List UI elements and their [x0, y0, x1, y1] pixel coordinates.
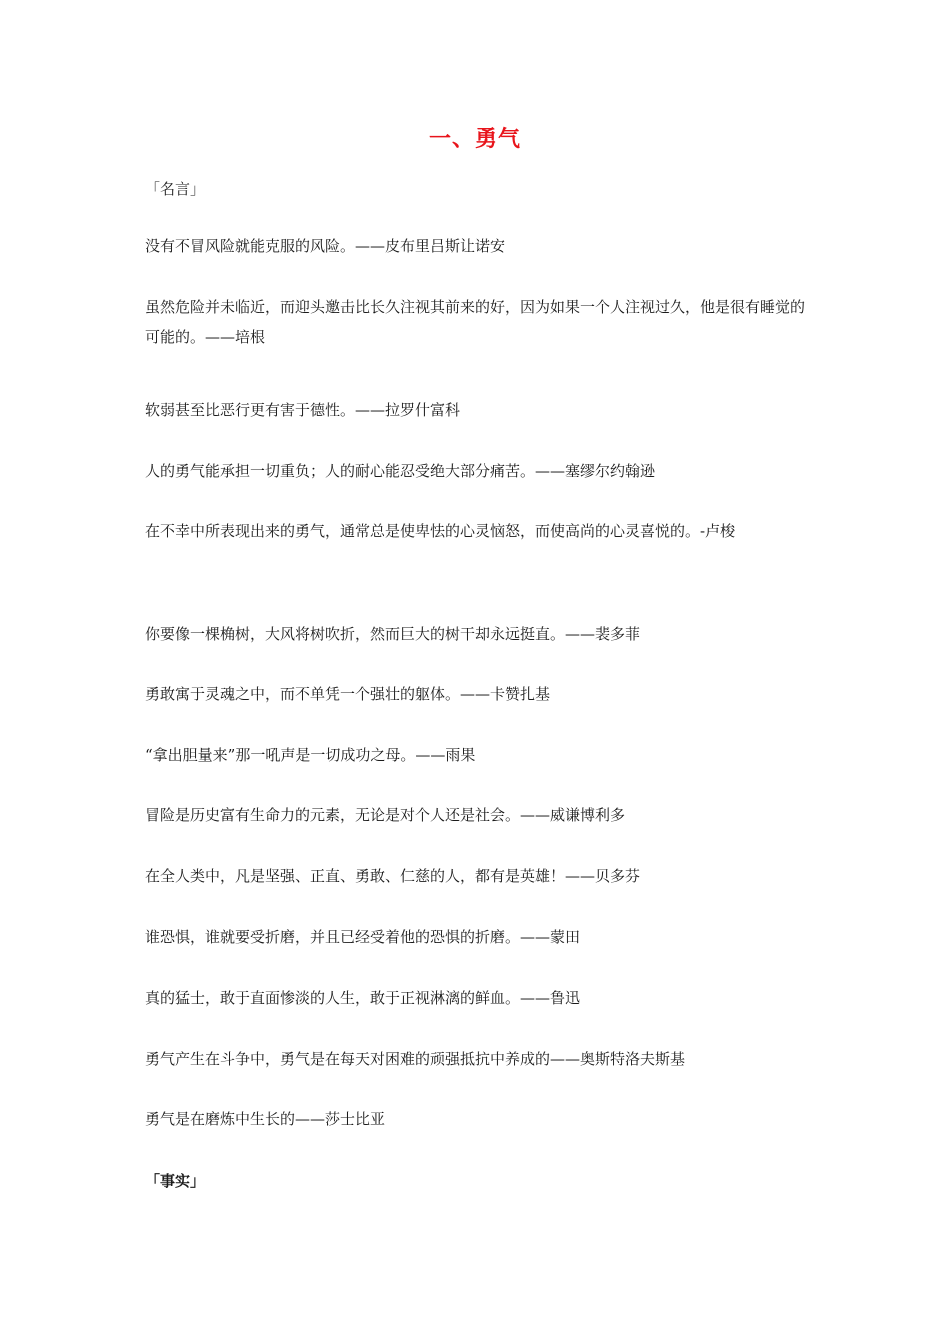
quote-item: 在全人类中，凡是坚强、正直、勇敢、仁慈的人，都有是英雄！——贝多芬	[145, 867, 641, 885]
quote-item: 真的猛士，敢于直面惨淡的人生，敢于正视淋漓的鲜血。——鲁迅	[145, 989, 581, 1007]
quote-item: 你要像一棵桷树，大风将树吹折，然而巨大的树干却永远挺直。——裴多菲	[145, 625, 641, 643]
quote-item: 勇敢寓于灵魂之中，而不单凭一个强壮的躯体。——卡赞扎基	[145, 685, 551, 703]
page-title: 一、勇气	[428, 127, 521, 152]
quote-item: 冒险是历史富有生命力的元素，无论是对个人还是社会。——威谦博利多	[145, 806, 626, 824]
quote-item: “拿出胆量来”那一吼声是一切成功之母。——雨果	[145, 746, 476, 764]
section-label-facts: 「事实」	[145, 1172, 206, 1190]
quote-item: 勇气是在磨炼中生长的——莎士比亚	[145, 1110, 386, 1128]
quote-item: 谁恐惧，谁就要受折磨，并且已经受着他的恐惧的折磨。——蒙田	[145, 928, 581, 946]
quote-item: 勇气产生在斗争中，勇气是在每天对困难的顽强抵抗中养成的——奥斯特洛夫斯基	[145, 1050, 686, 1068]
section-label-quotes: 「名言」	[145, 180, 206, 198]
quote-item: 软弱甚至比恶行更有害于德性。——拉罗什富科	[145, 401, 461, 419]
quote-item: 在不幸中所表现出来的勇气，通常总是使卑怯的心灵恼怒，而使高尚的心灵喜悦的。-卢梭	[145, 522, 736, 540]
quote-item: 人的勇气能承担一切重负；人的耐心能忍受绝大部分痛苦。——塞缪尔约翰逊	[145, 462, 656, 480]
quote-item: 虽然危险并未临近，而迎头邀击比长久注视其前来的好，因为如果一个人注视过久，他是很有睡觉的可能的。——培根	[145, 298, 806, 346]
quote-item: 没有不冒风险就能克服的风险。——皮布里吕斯让诺安	[145, 237, 506, 255]
